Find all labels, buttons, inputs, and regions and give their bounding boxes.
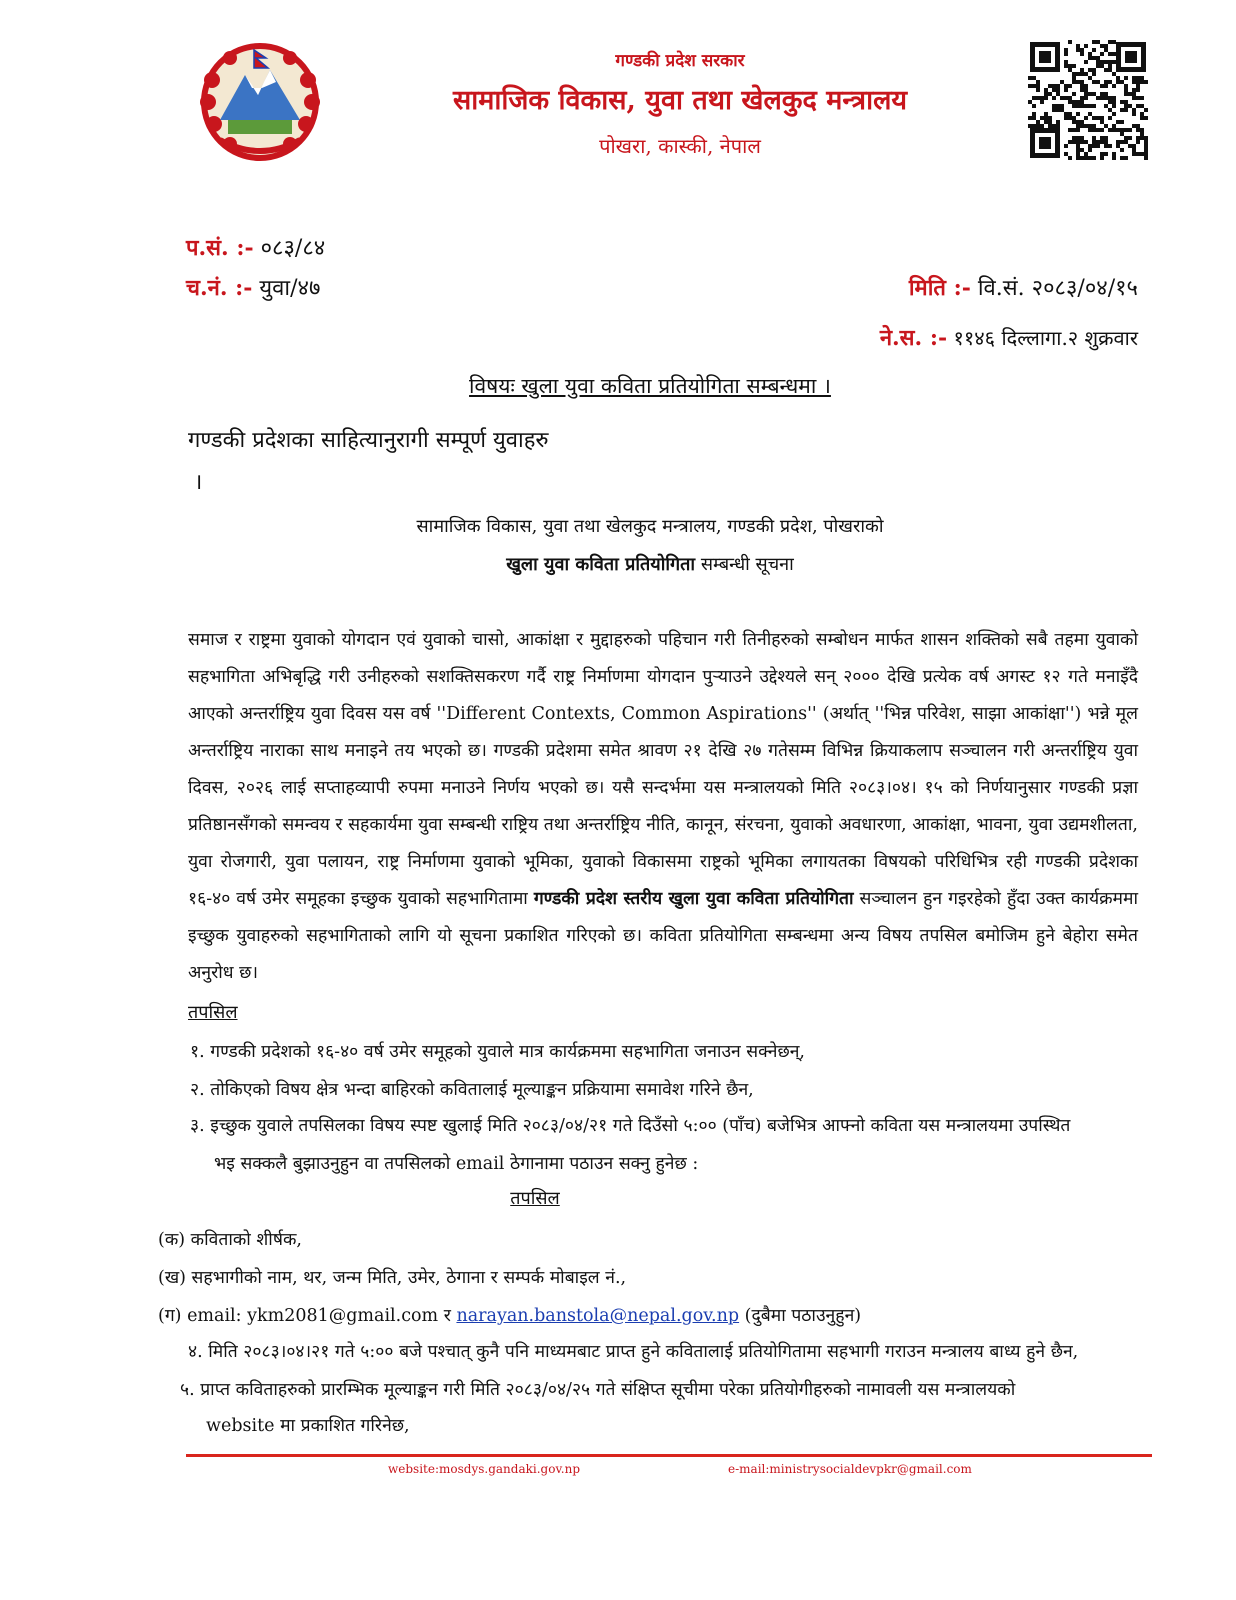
notice-heading-line1: सामाजिक विकास, युवा तथा खेलकुद मन्त्रालय, गण्डकी प्रदेश, पोखराको <box>416 516 884 537</box>
ministry-address: पोखरा, कास्की, नेपाल <box>599 134 761 158</box>
nepal-sambat-label: ने.स. :- <box>879 325 948 351</box>
footer-email: e-mail:ministrysocialdevpkr@gmail.com <box>728 1462 972 1476</box>
qr-code-icon <box>1028 40 1148 160</box>
reference-number-label: प.सं. :- <box>186 235 254 261</box>
addressee-danda: । <box>194 470 203 495</box>
subject-text: विषयः खुला युवा कविता प्रतियोगिता सम्बन्धमा । <box>469 374 831 398</box>
nepal-sambat-date <box>880 322 1138 352</box>
list-item: ३. इच्छुक युवाले तपसिलका विषय स्पष्ट खुलाई मिति २०८३/०४/२१ गते दिउँसो ५:०० (पाँच) बजेभित्र आफ्नो कविता यस मन्त्रालयमा उपस्थित <box>190 1116 1071 1136</box>
list-item: ४. मिति २०८३।०४।२१ गते ५:०० बजे पश्चात् कुनै पनि माध्यमबाट प्राप्त हुने कवितालाई प्रतियोगितामा सहभागी गराउन मन्त्रालय बाध्य हुने छैन, <box>188 1342 1079 1362</box>
sub-item-ga <box>158 1298 861 1335</box>
sub-item-ka: (क) कविताको शीर्षक, <box>158 1230 302 1250</box>
addressee: गण्डकी प्रदेशका साहित्यानुरागी सम्पूर्ण युवाहरु <box>188 428 549 453</box>
body-paragraph <box>188 622 1138 992</box>
sub-tapasil-heading <box>400 1186 670 1210</box>
notice-heading-bold: खुला युवा कविता प्रतियोगिता <box>506 554 696 575</box>
notice-heading-line2 <box>300 552 1000 576</box>
government-name: गण्डकी प्रदेश सरकार <box>615 51 745 71</box>
sub-item-ga-suffix: (दुबैमा पठाउनुहुन) <box>739 1306 862 1326</box>
date-label: मिति :- <box>908 275 971 301</box>
nepal-sambat-value: ११४६ दिल्लागा.२ शुक्रवार <box>953 326 1138 350</box>
sub-tapasil-text: तपसिल <box>510 1188 560 1209</box>
sub-item-kha: (ख) सहभागीको नाम, थर, जन्म मिति, उमेर, ठेगाना र सम्पर्क मोबाइल नं., <box>158 1268 627 1288</box>
notice-heading-rest: सम्बन्धी सूचना <box>695 554 794 575</box>
ministry-name: सामाजिक विकास, युवा तथा खेलकुद मन्त्रालय <box>452 85 908 116</box>
reference-number-value: ०८३/८४ <box>260 236 326 261</box>
list-item: १. गण्डकी प्रदेशको १६-४० वर्ष उमेर समूहको युवाले मात्र कार्यक्रममा सहभागिता जनाउन सक्नेछन्, <box>190 1042 805 1062</box>
date-value: वि.सं. २०८३/०४/१५ <box>977 276 1138 301</box>
body-part2: सञ्चालन हुन गइरहेको हुँदा उक्त कार्यक्रममा इच्छुक युवाहरुको सहभागिताको लागि यो सूचना प्रकाशित गरिएको छ। कविता प्रतियोगिता सम्बन्धमा अन्य विषय तपसिल बमोजिम हुने बेहोरा समेत अनुरोध छ। <box>188 889 1139 983</box>
nepal-emblem-icon <box>190 40 330 165</box>
sub-item-ga-prefix: (ग) email: ykm2081@gmail.com र <box>158 1306 457 1326</box>
list-item-continuation: भइ सक्कलै बुझाउनुहुन वा तपसिलको email ठेगानामा पठाउन सक्नु हुनेछ : <box>214 1154 699 1174</box>
dispatch-number <box>186 272 320 302</box>
tapasil-heading: तपसिल <box>188 1002 238 1023</box>
list-item-continuation: website मा प्रकाशित गरिनेछ, <box>206 1416 410 1436</box>
email-link[interactable]: narayan.banstola@nepal.gov.np <box>456 1306 740 1326</box>
body-part1: समाज र राष्ट्रमा युवाको योगदान एवं युवाको चासो, आकांक्षा र मुद्दाहरुको पहिचान गरी तिनीहरुको सम्बोधन मार्फत शासन शक्तिको सबै तहमा युवाको सहभागिता अभिबृद्धि गरी उनीहरुको सशक्तिसकरण गर्दै राष्ट्र निर्माणमा योगदान पुऱ्याउने उद्देश्यले सन् २००० देखि प्रत्येक वर्ष अगस्ट १२ गते मनाइँदै आएको अन्तर्राष्ट्रिय युवा दिवस यस वर्ष ''Different Contexts, Common Aspirations'' (अर्थात् ''भिन्न परिवेश, साझा आकांक्षा'') भन्ने मूल अन्तर्राष्ट्रिय नाराका साथ मनाइने तय भएको छ। गण्डकी प्रदेशमा समेत श्रावण २१ देखि २७ गतेसम्म विभिन्न क्रियाकलाप सञ्चालन गरी अन्तर्राष्ट्रिय युवा दिवस, २०२६ लाई सप्ताहव्यापी रुपमा मनाउने निर्णय भएको छ। यसै सन्दर्भमा यस मन्त्रालयको मिति २०८३।०४। १५ को निर्णयानुसार गण्डकी प्रज्ञा प्रतिष्ठानसँगको समन्वय र सहकार्यमा युवा सम्बन्धी राष्ट्रिय तथा अन्तर्राष्ट्रिय नीति, कानून, संरचना, युवाको अवधारणा, आकांक्षा, भावना, युवा उद्यमशीलता, युवा रोजगारी, युवा पलायन, राष्ट्र निर्माणमा युवाको भूमिका, युवाको विकासमा राष्ट्रको भूमिका लगायतका विषयको परिधिभित्र रही गण्डकी प्रदेशका १६-४० वर्ष उमेर समूहका इच्छुक युवाको सहभागितामा <box>188 630 1138 909</box>
list-item: ५. प्राप्त कविताहरुको प्रारम्भिक मूल्याङ्कन गरी मिति २०८३/०४/२५ गते संक्षिप्त सूचीमा परेका प्रतियोगीहरुको नामावली यस मन्त्रालयको <box>180 1380 1016 1400</box>
footer-website: website:mosdys.gandaki.gov.np <box>388 1462 581 1476</box>
subject-line <box>300 372 1000 400</box>
body-bold-title: गण्डकी प्रदेश स्तरीय खुला युवा कविता प्रतियोगिता <box>533 889 854 909</box>
date <box>909 272 1138 302</box>
list-item: २. तोकिएको विषय क्षेत्र भन्दा बाहिरको कवितालाई मूल्याङ्कन प्रक्रियामा समावेश गरिने छैन, <box>190 1080 754 1100</box>
dispatch-number-label: च.नं. :- <box>186 275 253 301</box>
footer-divider <box>186 1454 1152 1457</box>
dispatch-number-value: युवा/४७ <box>259 276 321 301</box>
reference-number <box>186 232 325 262</box>
